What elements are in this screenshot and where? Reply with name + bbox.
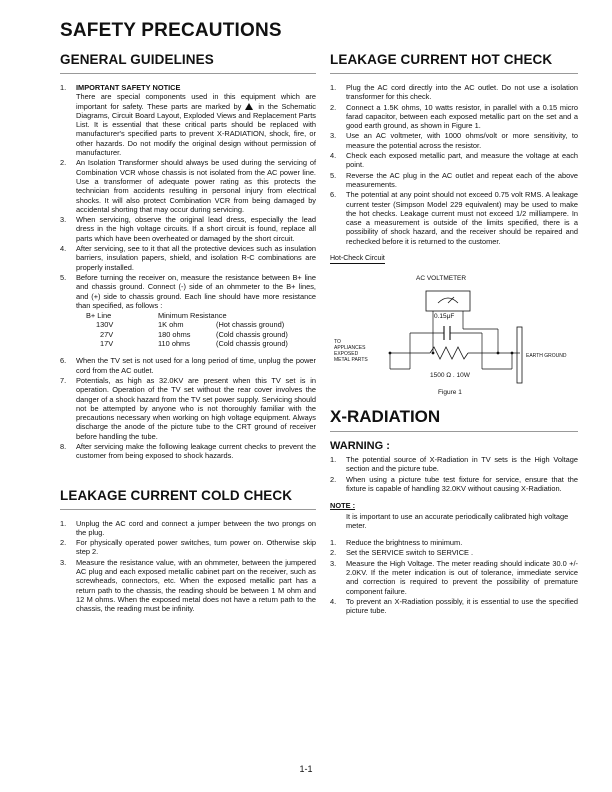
hot-check-heading: LEAKAGE CURRENT HOT CHECK xyxy=(330,52,578,74)
cold-check-heading: LEAKAGE CURRENT COLD CHECK xyxy=(60,488,316,510)
page-title: SAFETY PRECAUTIONS xyxy=(60,20,282,41)
appliances-label: TO APPLIANCES EXPOSED METAL PARTS xyxy=(334,339,368,364)
list-item: 3. Measure the High Voltage. The meter reading should indicate 30.0 +/- 2.0KV. If the meter indication is out of tolerance, immediate service and correction is required to prevent the possibility of premature component failure. xyxy=(330,558,578,596)
list-item: 1. Reduce the brightness to minimum. xyxy=(330,538,463,548)
cold-check-list xyxy=(60,519,316,614)
table-row: 130V 1K ohm (Hot chassis ground) xyxy=(96,320,285,330)
list-item: 5. Before turning the receiver on, measure the resistance between B+ line and chassis ground. Connect (-) side of an ohmmeter to the B+ lines, and (+) side to chassis ground. Each line should have more resistance than specified, as follows : B+ Line Minimum Resistance 130V 1K ohm (Hot chassis ground) 27V 180 ohms (Cold chassis ground) 17V 110 ohms (Cold chassis ground) xyxy=(60,272,316,349)
warning-triangle-icon xyxy=(245,103,253,110)
list-item: 3. Use an AC voltmeter, with 1000 ohms/volt or more sensitivity, to measure the potential across the resistor. xyxy=(330,131,578,150)
note-block xyxy=(330,501,578,530)
list-item: 1. Plug the AC cord directly into the AC outlet. Do not use a isolation transformer for this check. xyxy=(330,83,578,102)
list-item: 1. The potential source of X-Radiation in TV sets is the High Voltage section and the picture tube. xyxy=(330,455,578,474)
list-item: 4. To prevent an X-Radiation possibly, it is essential to use the specified picture tube. xyxy=(330,596,578,616)
left-column xyxy=(60,52,316,615)
important-safety-notice: IMPORTANT SAFETY NOTICE xyxy=(76,83,181,92)
list-item: 3. Measure the resistance value, with an ohmmeter, between the jumpered AC plug and each exposed metallic cabinet part on the receiver, such as screwheads, connectors, etc. When the exposed metallic part has a return path to the chassis, the reading should be between 1 M ohm and 12 M ohms. When the exposed metal does not have a return path to the chassis, the reading must be infinity. xyxy=(60,557,316,614)
table-row: 17V 110 ohms (Cold chassis ground) xyxy=(100,339,288,349)
capacitor-label: 0.15μF xyxy=(434,313,455,321)
voltmeter-icon xyxy=(426,291,470,311)
list-item: 4. Check each exposed metallic part, and measure the voltage at each point. xyxy=(330,151,578,170)
list-item: 2. For physically operated power switches, turn power on. Otherwise skip step 2. xyxy=(60,538,316,557)
page-number: 1-1 xyxy=(299,764,313,774)
list-item: 1. IMPORTANT SAFETY NOTICE There are special components used in this equipment which are important for safety. These parts are marked by in the Schematic Diagrams, Circuit Board Layout, Exploded Views and Replacement Parts List. It is essential that these critical parts should be replaced with manufacturer's specified parts to prevent X-RADIATION, shock, fire, or other hazards. Do not modify the original design without permission of manufacturer. xyxy=(60,83,316,158)
list-item: 2. Connect a 1.5K ohms, 10 watts resistor, in parallel with a 0.15 micro farad capacitor, between each exposed metallic part on the set and a good earth ground, as shown in Figure 1. xyxy=(330,102,578,131)
list-item: 2. When using a picture tube test fixture for service, ensure that the fixture is capable of handling 32.0KV without causing X-Radiation. xyxy=(330,474,578,493)
list-item: 8. After servicing make the following leakage current checks to prevent the customer from being exposed to shock hazards. xyxy=(60,441,316,461)
list-item: 5. Reverse the AC plug in the AC outlet and repeat each of the above measurements. xyxy=(330,170,578,189)
warning-label: WARNING : xyxy=(330,440,390,453)
list-item: 6. When the TV set is not used for a long period of time, unplug the power cord from the AC outlet. xyxy=(60,356,316,375)
right-column xyxy=(330,52,578,617)
list-item: 2. An Isolation Transformer should always be used during the servicing of Combination VCR whose chassis is not isolated from the AC power line. Use a transformer of adequate power rating as this protects the technician from accidents resulting in personal injury from electrical shocks. It will also protect Combination VCR from being damaged by accidental shorting that may occur during servicing. xyxy=(60,158,316,214)
circuit-drawing xyxy=(330,269,578,399)
hot-check-list xyxy=(330,83,578,246)
list-item: 7. Potentials, as high as 32.0KV are present when this TV set is in operation. Operation of the TV set without the rear cover involves the danger of a shock hazard from the TV set power supply. Servicing should not be attempted by anyone who is not thoroughly familiar with the precautions necessary when working on high voltage equipment. Always discharge the anode of the picture tube to the CRT ground of receiver before handling the tube. xyxy=(60,375,316,441)
hot-check-circuit-title: Hot-Check Circuit xyxy=(330,255,385,263)
general-guidelines-list xyxy=(60,83,316,461)
list-item: 3. When servicing, observe the original lead dress, especially the lead dress in the high voltage circuits. If a short circuit is found, replace all parts which have been overheated or damaged by the short circuit. xyxy=(60,215,316,243)
note-text: It is important to use an accurate periodically calibrated high voltage meter. xyxy=(346,511,569,530)
resistor-label: 1500 Ω . 10W xyxy=(430,372,470,380)
table-header-row: B+ Line Minimum Resistance xyxy=(86,311,227,321)
list-item: 6. The potential at any point should not exceed 0.75 volt RMS. A leakage current tester (Simpson Model 229 equivalent) may be used to make the hot checks. Leakage current must not exceed 1/2 milliampere. In case a measurement is outside of the limits specified, there is a possibility of shock hazard, and the receiver should be repaired and rechecked before it is returned to the customer. xyxy=(330,190,578,246)
hot-check-circuit-diagram xyxy=(330,269,578,399)
figure-caption: Figure 1 xyxy=(438,389,462,397)
table-row: 27V 180 ohms (Cold chassis ground) xyxy=(100,329,288,339)
general-guidelines-heading: GENERAL GUIDELINES xyxy=(60,52,316,74)
list-item: 1. Unplug the AC cord and connect a jumper between the two prongs on the plug. xyxy=(60,518,316,537)
resistor-icon xyxy=(430,347,468,359)
x-radiation-steps-list xyxy=(330,538,578,615)
note-label: NOTE : xyxy=(330,501,356,511)
voltmeter-label: AC VOLTMETER xyxy=(416,275,467,283)
list-item: 4. After servicing, see to it that all the protective devices such as insulation barriers, insulation papers, shield, and isolation R-C combinations are properly installed. xyxy=(60,244,316,272)
list-item: 2. Set the SERVICE switch to SERVICE . xyxy=(330,548,474,558)
ground-rod-icon xyxy=(517,327,522,383)
resistance-table xyxy=(86,311,294,348)
x-radiation-heading: X-RADIATION xyxy=(330,407,578,432)
earth-ground-label: EARTH GROUND xyxy=(526,353,567,360)
x-radiation-warning-list xyxy=(330,455,578,493)
